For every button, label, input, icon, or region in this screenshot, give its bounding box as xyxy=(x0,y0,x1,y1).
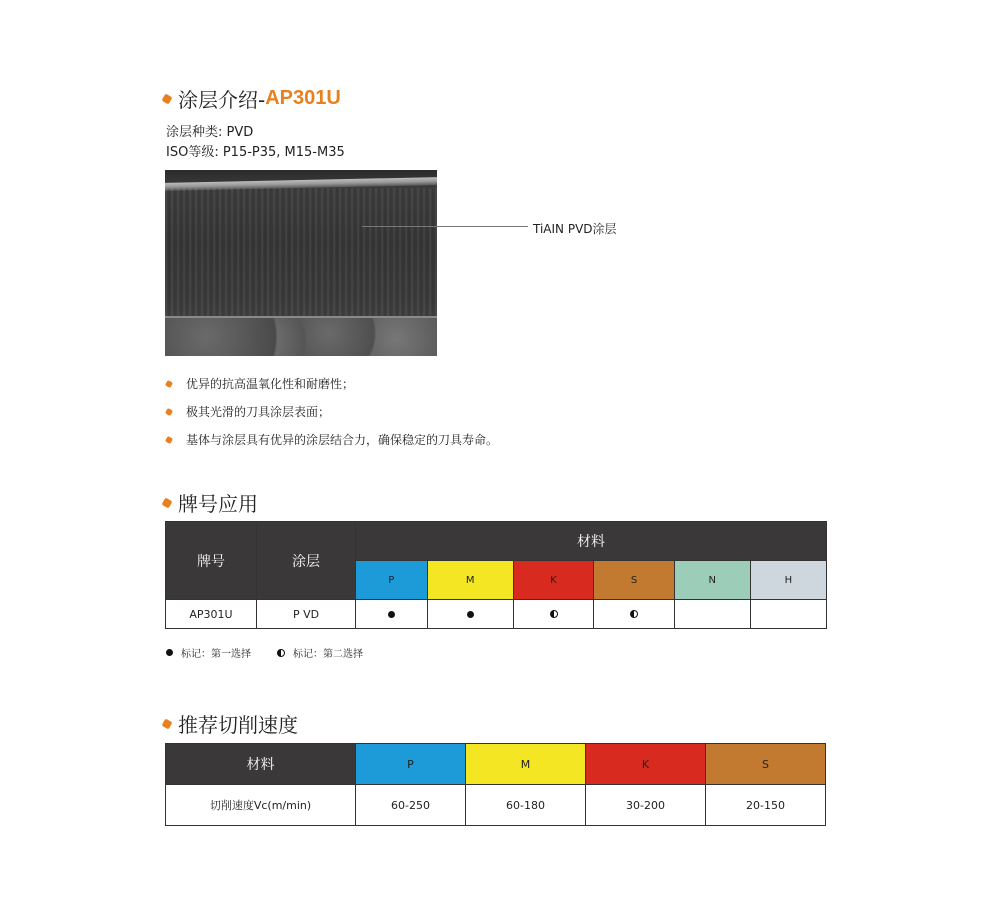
grade-header: 牌号 xyxy=(166,522,257,600)
material-k: K xyxy=(586,744,706,785)
coating-cell: P VD xyxy=(257,600,356,629)
mark-cell-h xyxy=(750,600,826,629)
second-choice-icon xyxy=(277,649,285,657)
first-choice-icon xyxy=(388,611,395,618)
first-choice-icon xyxy=(467,611,474,618)
orange-hex-bullet-icon xyxy=(165,379,173,387)
first-choice-icon xyxy=(166,649,173,656)
cutting-speed-section-title: 推荐切削速度 xyxy=(163,709,298,738)
material-h: H xyxy=(750,561,826,600)
orange-hex-bullet-icon xyxy=(162,497,173,508)
material-m: M xyxy=(427,561,513,600)
mark-legend: 标记：第一选择 标记：第二选择 xyxy=(166,645,363,660)
material-s: S xyxy=(594,561,675,600)
mark-cell-n xyxy=(674,600,750,629)
material-m: M xyxy=(466,744,586,785)
coating-header: 涂层 xyxy=(257,522,356,600)
grade-app-section-title: 牌号应用 xyxy=(163,488,258,517)
material-header: 材料 xyxy=(166,744,356,785)
speed-value-p: 60-250 xyxy=(356,785,466,826)
speed-value-k: 30-200 xyxy=(586,785,706,826)
mark-cell-p xyxy=(356,600,428,629)
speed-value-s: 20-150 xyxy=(706,785,826,826)
feature-item: 基体与涂层具有优异的涂层结合力，确保稳定的刀具寿命。 xyxy=(166,431,498,448)
second-choice-icon xyxy=(630,610,638,618)
grade-application-table xyxy=(165,521,827,629)
material-header: 材料 xyxy=(356,522,827,561)
coating-title-prefix: 涂层介绍- xyxy=(178,88,266,112)
orange-hex-bullet-icon xyxy=(165,407,173,415)
orange-hex-bullet-icon xyxy=(162,718,173,729)
material-n: N xyxy=(674,561,750,600)
feature-item: 优异的抗高温氧化性和耐磨性； xyxy=(166,375,354,392)
material-p: P xyxy=(356,561,428,600)
mark-cell-k xyxy=(513,600,594,629)
orange-hex-bullet-icon xyxy=(162,93,173,104)
orange-hex-bullet-icon xyxy=(165,435,173,443)
second-choice-icon xyxy=(550,610,558,618)
material-p: P xyxy=(356,744,466,785)
coating-title-code: AP301U xyxy=(265,87,341,109)
speed-value-m: 60-180 xyxy=(466,785,586,826)
coating-section-title xyxy=(163,84,341,113)
coating-type-label: 涂层种类: PVD xyxy=(166,125,254,140)
feature-item: 极其光滑的刀具涂层表面； xyxy=(166,403,330,420)
mark-cell-m xyxy=(427,600,513,629)
sem-coating-image xyxy=(165,170,437,356)
material-k: K xyxy=(513,561,594,600)
grade-cell: AP301U xyxy=(166,600,257,629)
material-s: S xyxy=(706,744,826,785)
cutting-speed-table xyxy=(165,743,826,826)
callout-label: TiAIN PVD涂层 xyxy=(533,222,617,236)
mark-cell-s xyxy=(594,600,675,629)
callout-line xyxy=(362,226,528,227)
speed-row-label: 切削速度Vc(m/min) xyxy=(166,785,356,826)
iso-grade-label: ISO等级: P15-P35, M15-M35 xyxy=(166,145,345,160)
